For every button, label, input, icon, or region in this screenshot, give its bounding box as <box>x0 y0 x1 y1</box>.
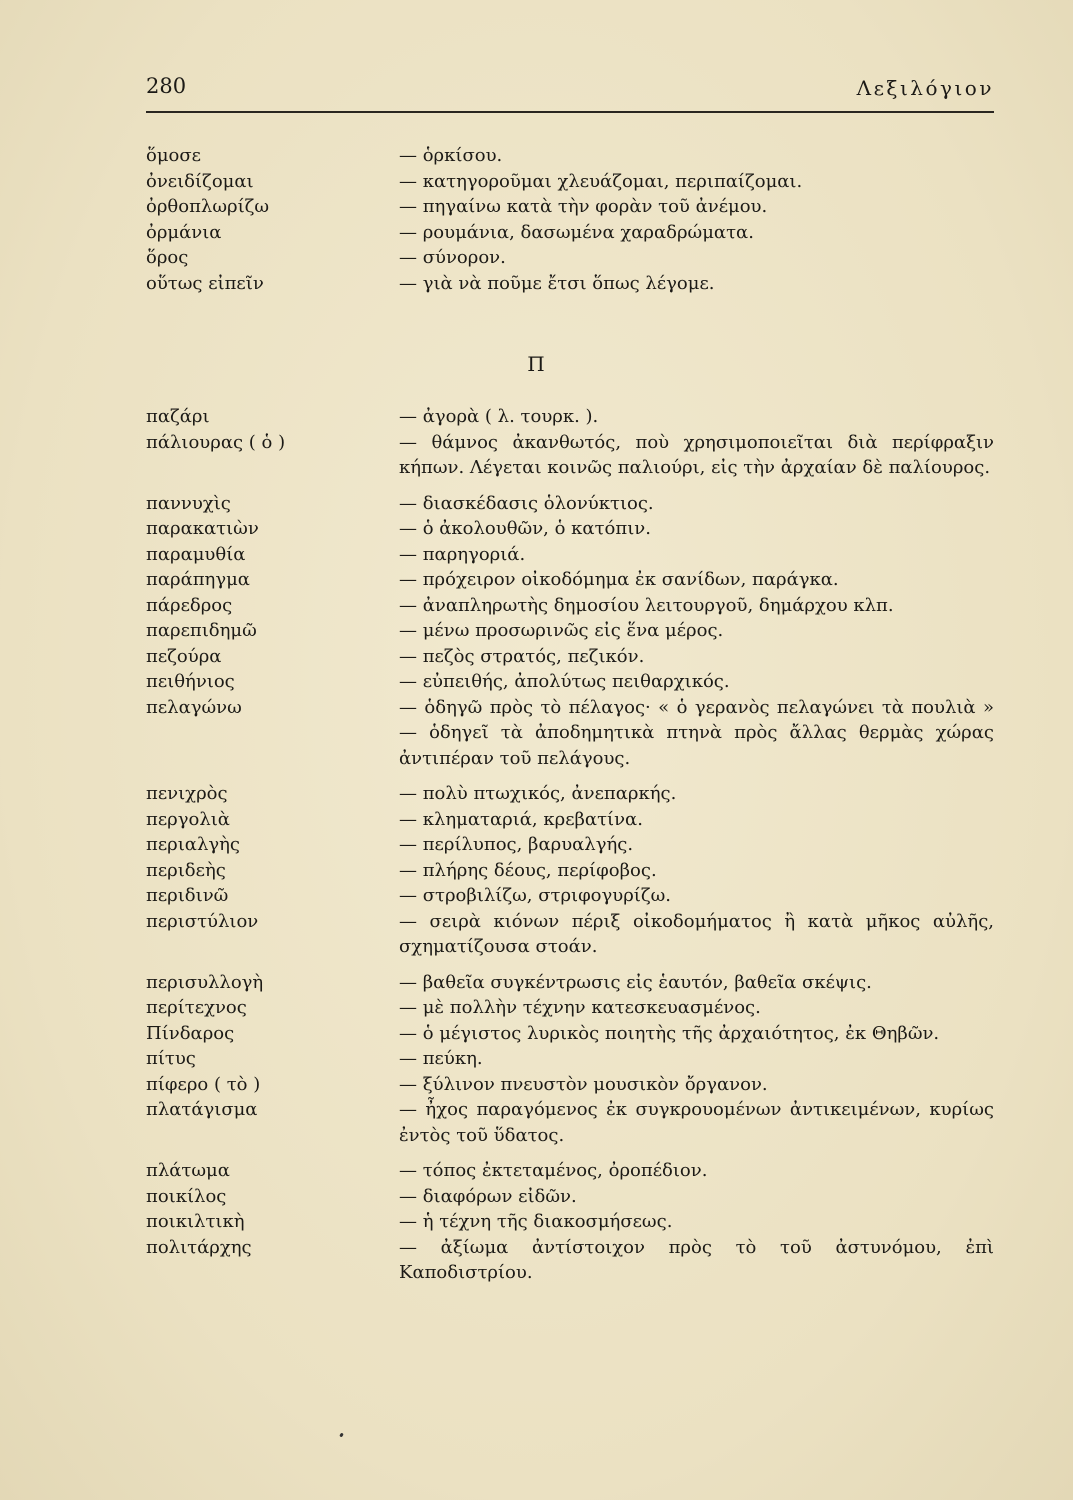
glossary-entry <box>146 220 994 246</box>
glossary-entry <box>146 1184 994 1210</box>
glossary-entry <box>146 832 994 858</box>
entry-definition: — ὁδηγῶ πρὸς τὸ πέλαγος· « ὁ γερανὸς πελαγώνει τὰ πουλιὰ » — ὁδηγεῖ τὰ ἀποδημητικὰ πτηνὰ πρὸς ἄλλας θερμὰς χώρας ἀντιπέραν τοῦ πελάγους. <box>399 696 994 769</box>
entry-definition: — ὁρκίσου. <box>399 145 503 166</box>
entry-definition: — ἀξίωμα ἀντίστοιχον πρὸς τὸ τοῦ ἀστυνόμου, ἐπὶ Καποδιστρίου. <box>399 1236 994 1283</box>
entry-term: ὅρος <box>146 247 189 268</box>
entry-definition: — περίλυπος, βαρυαλγής. <box>399 834 634 855</box>
page-number: 280 <box>146 74 187 98</box>
glossary-entry <box>146 1021 994 1047</box>
glossary-entry <box>146 970 994 996</box>
entry-definition: — πλήρης δέους, περίφοβος. <box>399 859 657 881</box>
glossary-entry <box>146 995 994 1021</box>
entry-term: πειθήνιος <box>146 671 235 692</box>
entry-definition: — πολὺ πτωχικός, ἀνεπαρκής. <box>399 783 677 804</box>
glossary-entry <box>146 542 994 568</box>
entry-term: παννυχὶς <box>146 492 231 514</box>
entry-definition: — ὁ μέγιστος λυρικὸς ποιητὴς τῆς ἀρχαιότητος, ἐκ Θηβῶν. <box>399 1022 940 1044</box>
entry-definition: — σειρὰ κιόνων πέριξ οἰκοδομήματος ἢ κατὰ μῆκος αὐλῆς, σχηματίζουσα στοάν. <box>399 910 994 957</box>
entry-definition: — κατηγοροῦμαι χλευάζομαι, περιπαίζομαι. <box>399 170 803 192</box>
ink-speck <box>339 1433 344 1438</box>
header-rule <box>146 111 994 113</box>
entry-definition: — ὁ ἀκολουθῶν, ὁ κατόπιν. <box>399 518 651 539</box>
entry-definition: — ἡ τέχνη τῆς διακοσμήσεως. <box>399 1211 673 1232</box>
entry-definition: — πηγαίνω κατὰ τὴν φορὰν τοῦ ἀνέμου. <box>399 196 768 217</box>
entry-term: περιστύλιον <box>146 910 259 932</box>
entry-term: πάρεδρος <box>146 594 233 616</box>
glossary-entry <box>146 1235 994 1286</box>
entry-term: ποικιλτικὴ <box>146 1211 245 1232</box>
entry-term: περιδινῶ <box>146 885 229 906</box>
glossary-entry <box>146 883 994 909</box>
glossary-entry <box>146 430 994 481</box>
section-letter-heading: Π <box>527 352 546 376</box>
entry-term: περιαλγὴς <box>146 834 240 855</box>
glossary-entry <box>146 644 994 670</box>
entry-definition: — ξύλινον πνευστὸν μουσικὸν ὄργανον. <box>399 1073 768 1095</box>
entry-term: πεζούρα <box>146 645 222 667</box>
glossary-entry <box>146 909 994 960</box>
entry-term: πελαγώνω <box>146 696 242 718</box>
entry-definition: — γιὰ νὰ ποῦμε ἔτσι ὅπως λέγομε. <box>399 272 715 294</box>
entry-term: οὕτως εἰπεῖν <box>146 272 264 294</box>
entry-term: περιδεὴς <box>146 859 226 881</box>
entry-term: πενιχρὸς <box>146 783 228 804</box>
glossary-section-p <box>146 404 994 1296</box>
entry-term: παραμυθία <box>146 543 246 565</box>
glossary-entry <box>146 807 994 833</box>
glossary-entry <box>146 567 994 593</box>
entry-term: παράπηγμα <box>146 569 250 590</box>
entry-term: πίφερο ( τὸ ) <box>146 1073 261 1095</box>
entry-definition: — ρουμάνια, δασωμένα χαραδρώματα. <box>399 221 754 243</box>
glossary-entry <box>146 858 994 884</box>
entry-definition: — πεύκη. <box>399 1048 483 1069</box>
glossary-entry <box>146 491 994 517</box>
entry-term: παζάρι <box>146 406 210 427</box>
entry-definition: — βαθεῖα συγκέντρωσις εἰς ἑαυτόν, βαθεῖα σκέψις. <box>399 971 872 993</box>
entry-definition: — ἦχος παραγόμενος ἐκ συγκρουομένων ἀντικειμένων, κυρίως ἐντὸς τοῦ ὕδατος. <box>399 1099 994 1146</box>
entry-term: περίτεχνος <box>146 997 247 1018</box>
glossary-entry <box>146 618 994 644</box>
entry-term: ὀρθοπλωρίζω <box>146 196 270 217</box>
glossary-entry <box>146 669 994 695</box>
entry-definition: — ἀναπληρωτὴς δημοσίου λειτουργοῦ, δημάρχου κλπ. <box>399 594 894 616</box>
entry-term: ὀνειδίζομαι <box>146 170 254 192</box>
entry-definition: — εὐπειθής, ἀπολύτως πειθαρχικός. <box>399 671 730 692</box>
entry-definition: — διασκέδασις ὁλονύκτιος. <box>399 492 654 514</box>
glossary-entry <box>146 593 994 619</box>
entry-definition: — πρόχειρον οἰκοδόμημα ἐκ σανίδων, παράγκα. <box>399 569 839 590</box>
glossary-entry <box>146 695 994 772</box>
entry-term: πλατάγισμα <box>146 1099 258 1120</box>
entry-term: Πίνδαρος <box>146 1022 235 1044</box>
entry-term: περγολιὰ <box>146 808 230 830</box>
glossary-entry <box>146 194 994 220</box>
glossary-entry <box>146 245 994 271</box>
glossary-entry <box>146 169 994 195</box>
glossary-entry <box>146 1046 994 1072</box>
entry-term: πίτυς <box>146 1048 196 1069</box>
glossary-entry <box>146 1097 994 1148</box>
page-header <box>146 70 994 104</box>
entry-term: περισυλλογὴ <box>146 971 264 993</box>
glossary-entry <box>146 1209 994 1235</box>
entry-term: ὅμοσε <box>146 145 201 166</box>
entry-definition: — σύνορον. <box>399 247 506 268</box>
entry-definition: — θάμνος ἀκανθωτός, ποὺ χρησιμοποιεῖται διὰ περίφραξιν κήπων. Λέγεται κοινῶς παλιούρι, εἰς τὴν ἀρχαίαν δὲ παλίουρος. <box>399 431 994 478</box>
entry-term: παρεπιδημῶ <box>146 620 257 641</box>
glossary-entry <box>146 1158 994 1184</box>
entry-definition: — μένω προσωρινῶς εἰς ἕνα μέρος. <box>399 620 724 641</box>
entry-definition: — ἀγορὰ ( λ. τουρκ. ). <box>399 406 599 427</box>
glossary-entry <box>146 271 994 297</box>
entry-definition: — πεζὸς στρατός, πεζικόν. <box>399 645 645 667</box>
entry-definition: — τόπος ἐκτεταμένος, ὀροπέδιον. <box>399 1160 708 1181</box>
entry-definition: — παρηγοριά. <box>399 543 526 565</box>
running-head: Λεξιλόγιον <box>856 76 994 100</box>
entry-term: ὀρμάνια <box>146 221 222 243</box>
glossary-entry <box>146 143 994 169</box>
entry-definition: — διαφόρων εἰδῶν. <box>399 1185 577 1207</box>
glossary-entry <box>146 781 994 807</box>
entry-term: πλάτωμα <box>146 1160 230 1181</box>
entry-term: πολιτάρχης <box>146 1236 252 1258</box>
entry-definition: — μὲ πολλὴν τέχνην κατεσκευασμένος. <box>399 997 761 1018</box>
entry-term: παρακατιὼν <box>146 518 259 539</box>
glossary-entry <box>146 516 994 542</box>
glossary-entry <box>146 1072 994 1098</box>
entry-definition: — κληματαριά, κρεβατίνα. <box>399 808 643 830</box>
entry-term: ποικίλος <box>146 1185 227 1207</box>
entry-definition: — στροβιλίζω, στριφογυρίζω. <box>399 885 672 906</box>
glossary-entry <box>146 404 994 430</box>
glossary-section-o <box>146 143 994 296</box>
entry-term: πάλιουρας ( ὁ ) <box>146 431 286 453</box>
